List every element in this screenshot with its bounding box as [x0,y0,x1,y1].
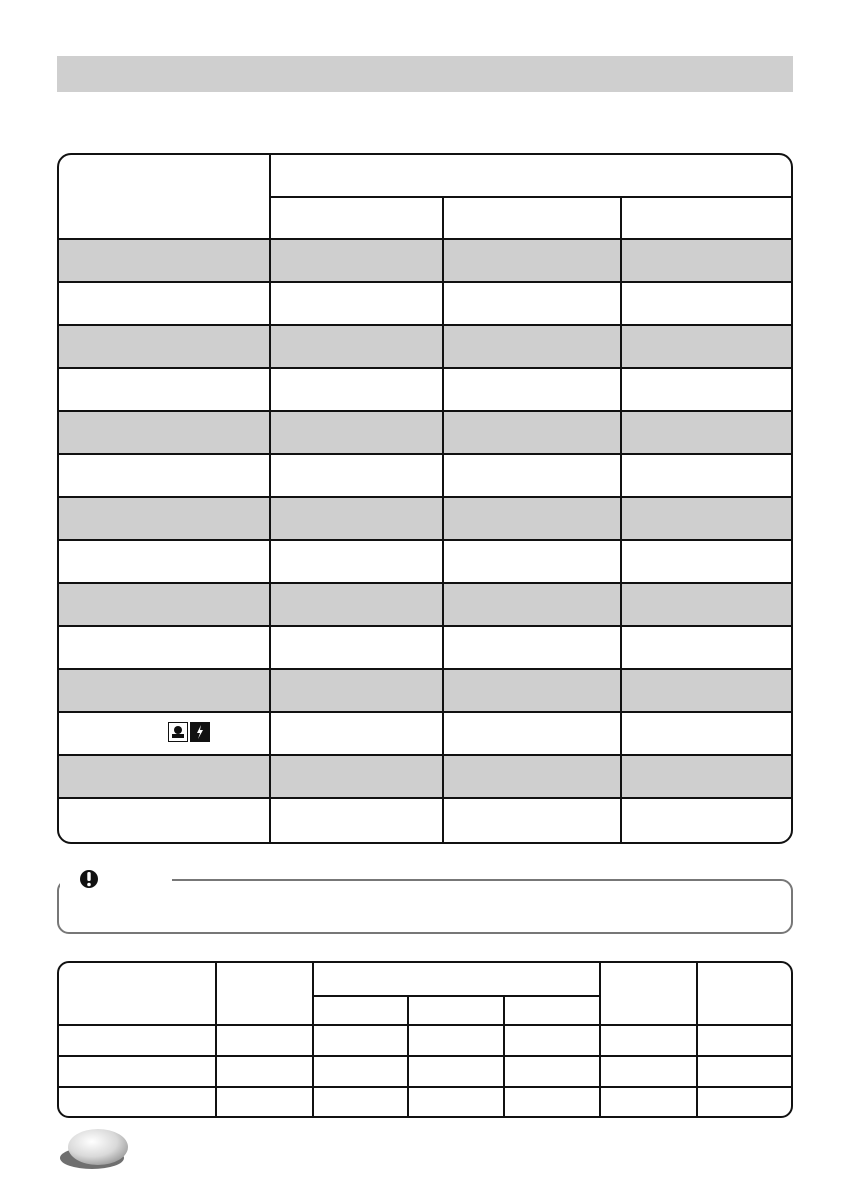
row-divider [59,496,791,498]
page-number-badge [58,1125,132,1171]
table-row [59,669,791,712]
table-row [59,411,791,454]
power-icon [190,722,210,742]
column-divider [503,995,505,1118]
note-label-area [60,866,172,892]
table-row [59,755,791,798]
row-divider [59,453,791,455]
column-divider [312,963,314,1118]
row-divider [59,754,791,756]
column-divider [599,963,601,1118]
column-divider [407,995,409,1118]
table-row [59,497,791,540]
spec-table [57,153,793,844]
row-label-cell [59,711,269,754]
wash-icon [168,722,188,742]
row-divider [59,539,791,541]
column-divider [696,963,698,1118]
section-header-bar [57,56,793,92]
row-divider [59,668,791,670]
row-divider [59,367,791,369]
detail-table [57,961,793,1118]
table-row [59,583,791,626]
row-divider [59,324,791,326]
row-divider [59,410,791,412]
row-divider [59,1055,793,1057]
header-subdivider [312,995,599,997]
table-row [59,239,791,282]
row-divider [59,281,791,283]
exclamation-icon [79,867,99,891]
header-divider [269,196,791,198]
column-divider [620,196,622,842]
row-divider [59,797,791,799]
program-icons [168,722,210,742]
row-divider [59,582,791,584]
row-divider [59,238,791,240]
column-divider [269,155,271,842]
table-row [59,325,791,368]
row-divider [59,1024,793,1026]
row-divider [59,625,791,627]
row-divider [59,1086,793,1088]
column-divider [442,196,444,842]
column-divider [215,963,217,1118]
